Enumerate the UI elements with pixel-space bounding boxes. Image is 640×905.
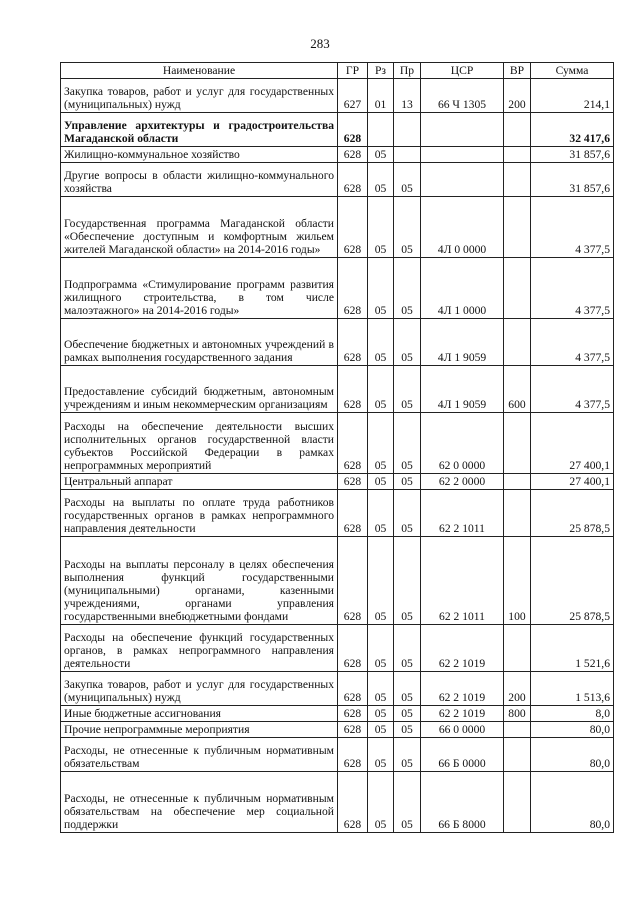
table-row xyxy=(61,258,614,319)
cell-name: Центральный аппарат xyxy=(61,474,338,490)
cell-rz: 01 xyxy=(368,79,394,113)
cell-name: Закупка товаров, работ и услуг для государственных (муниципальных) нужд xyxy=(61,79,338,113)
cell-sum: 80,0 xyxy=(531,772,614,833)
cell-vr: 200 xyxy=(504,672,531,706)
cell-vr xyxy=(504,772,531,833)
cell-pr: 05 xyxy=(394,163,421,197)
cell-pr: 05 xyxy=(394,772,421,833)
cell-name: Иные бюджетные ассигнования xyxy=(61,706,338,722)
table-row xyxy=(61,474,614,490)
table-row xyxy=(61,147,614,163)
cell-rz: 05 xyxy=(368,366,394,413)
cell-name: Расходы на обеспечение функций государственных органов, в рамках непрограммного направления деятельности xyxy=(61,625,338,672)
cell-sum: 31 857,6 xyxy=(531,147,614,163)
cell-pr: 05 xyxy=(394,474,421,490)
cell-vr xyxy=(504,113,531,147)
cell-name: Прочие непрограммные мероприятия xyxy=(61,722,338,738)
cell-vr: 800 xyxy=(504,706,531,722)
cell-csr: 62 2 1019 xyxy=(421,706,504,722)
cell-rz: 05 xyxy=(368,163,394,197)
cell-pr: 05 xyxy=(394,537,421,625)
cell-name: Расходы на выплаты по оплате труда работников государственных органов в рамках непрограммного направления деятельности xyxy=(61,490,338,537)
cell-sum: 214,1 xyxy=(531,79,614,113)
cell-rz: 05 xyxy=(368,319,394,366)
cell-csr: 66 Б 8000 xyxy=(421,772,504,833)
cell-vr xyxy=(504,197,531,258)
cell-csr xyxy=(421,113,504,147)
cell-csr: 62 2 1019 xyxy=(421,672,504,706)
cell-csr: 4Л 1 9059 xyxy=(421,366,504,413)
cell-rz: 05 xyxy=(368,672,394,706)
table-row xyxy=(61,319,614,366)
cell-rz: 05 xyxy=(368,258,394,319)
cell-sum: 27 400,1 xyxy=(531,413,614,474)
cell-sum: 4 377,5 xyxy=(531,319,614,366)
cell-rz: 05 xyxy=(368,772,394,833)
cell-sum: 32 417,6 xyxy=(531,113,614,147)
cell-gr: 628 xyxy=(338,163,368,197)
cell-rz: 05 xyxy=(368,625,394,672)
table-row xyxy=(61,490,614,537)
cell-vr xyxy=(504,625,531,672)
table-row xyxy=(61,772,614,833)
table-row xyxy=(61,366,614,413)
cell-pr: 05 xyxy=(394,625,421,672)
cell-sum: 25 878,5 xyxy=(531,537,614,625)
cell-name: Расходы, не отнесенные к публичным нормативным обязательствам на обеспечение мер социальной поддержки xyxy=(61,772,338,833)
cell-gr: 628 xyxy=(338,672,368,706)
header-name: Наименование xyxy=(61,63,338,79)
cell-csr: 66 Б 0000 xyxy=(421,738,504,772)
cell-pr: 05 xyxy=(394,706,421,722)
cell-sum: 80,0 xyxy=(531,738,614,772)
cell-pr: 05 xyxy=(394,722,421,738)
page-number: 283 xyxy=(310,36,330,51)
cell-rz: 05 xyxy=(368,722,394,738)
cell-gr: 628 xyxy=(338,706,368,722)
table-row xyxy=(61,197,614,258)
table-row xyxy=(61,163,614,197)
cell-gr: 627 xyxy=(338,79,368,113)
cell-vr xyxy=(504,163,531,197)
table-row xyxy=(61,738,614,772)
cell-pr: 13 xyxy=(394,79,421,113)
cell-csr: 66 Ч 1305 xyxy=(421,79,504,113)
cell-vr xyxy=(504,147,531,163)
cell-gr: 628 xyxy=(338,625,368,672)
cell-gr: 628 xyxy=(338,366,368,413)
budget-table xyxy=(60,62,614,833)
header-vr: ВР xyxy=(504,63,531,79)
cell-pr xyxy=(394,147,421,163)
cell-gr: 628 xyxy=(338,147,368,163)
table-header-row xyxy=(61,63,614,79)
table-row xyxy=(61,113,614,147)
cell-sum: 80,0 xyxy=(531,722,614,738)
cell-csr xyxy=(421,147,504,163)
cell-vr: 600 xyxy=(504,366,531,413)
cell-gr: 628 xyxy=(338,490,368,537)
header-rz: Рз xyxy=(368,63,394,79)
cell-csr: 62 2 1019 xyxy=(421,625,504,672)
header-csr: ЦСР xyxy=(421,63,504,79)
cell-rz: 05 xyxy=(368,197,394,258)
cell-rz: 05 xyxy=(368,706,394,722)
cell-name: Жилищно-коммунальное хозяйство xyxy=(61,147,338,163)
cell-name: Обеспечение бюджетных и автономных учреждений в рамках выполнения государственного задания xyxy=(61,319,338,366)
table-row xyxy=(61,413,614,474)
cell-name: Управление архитектуры и градостроительства Магаданской области xyxy=(61,113,338,147)
cell-name: Расходы на выплаты персоналу в целях обеспечения выполнения функций государственными (муниципальными) органами, казенными учреждениями, органами управления государственными внебюджетными фондами xyxy=(61,537,338,625)
cell-pr: 05 xyxy=(394,490,421,537)
header-pr: Пр xyxy=(394,63,421,79)
cell-pr xyxy=(394,113,421,147)
cell-rz: 05 xyxy=(368,537,394,625)
cell-vr xyxy=(504,474,531,490)
cell-pr: 05 xyxy=(394,672,421,706)
cell-gr: 628 xyxy=(338,738,368,772)
cell-vr: 100 xyxy=(504,537,531,625)
cell-csr: 62 2 1011 xyxy=(421,490,504,537)
cell-vr xyxy=(504,319,531,366)
cell-name: Подпрограмма «Стимулирование программ развития жилищного строительства, в том числе малоэтажного» на 2014-2016 годы» xyxy=(61,258,338,319)
header-gr: ГР xyxy=(338,63,368,79)
cell-pr: 05 xyxy=(394,258,421,319)
cell-rz xyxy=(368,113,394,147)
cell-csr: 4Л 1 9059 xyxy=(421,319,504,366)
cell-sum: 27 400,1 xyxy=(531,474,614,490)
cell-rz: 05 xyxy=(368,490,394,537)
cell-pr: 05 xyxy=(394,413,421,474)
table-body xyxy=(61,79,614,833)
cell-gr: 628 xyxy=(338,537,368,625)
cell-vr xyxy=(504,413,531,474)
cell-vr xyxy=(504,722,531,738)
cell-rz: 05 xyxy=(368,147,394,163)
cell-rz: 05 xyxy=(368,474,394,490)
cell-vr xyxy=(504,258,531,319)
cell-gr: 628 xyxy=(338,197,368,258)
cell-pr: 05 xyxy=(394,366,421,413)
cell-csr: 4Л 0 0000 xyxy=(421,197,504,258)
cell-csr xyxy=(421,163,504,197)
cell-sum: 8,0 xyxy=(531,706,614,722)
cell-csr: 62 2 0000 xyxy=(421,474,504,490)
cell-gr: 628 xyxy=(338,258,368,319)
cell-name: Закупка товаров, работ и услуг для государственных (муниципальных) нужд xyxy=(61,672,338,706)
table-row xyxy=(61,706,614,722)
cell-sum: 31 857,6 xyxy=(531,163,614,197)
table-row xyxy=(61,537,614,625)
cell-vr xyxy=(504,738,531,772)
cell-gr: 628 xyxy=(338,772,368,833)
cell-csr: 66 0 0000 xyxy=(421,722,504,738)
cell-gr: 628 xyxy=(338,319,368,366)
cell-gr: 628 xyxy=(338,474,368,490)
cell-name: Предоставление субсидий бюджетным, автономным учреждениям и иным некоммерческим организациям xyxy=(61,366,338,413)
cell-vr: 200 xyxy=(504,79,531,113)
cell-sum: 4 377,5 xyxy=(531,258,614,319)
cell-name: Расходы на обеспечение деятельности высших исполнительных органов государственной власти субъектов Российской Федерации в рамках непрограммных мероприятий xyxy=(61,413,338,474)
cell-rz: 05 xyxy=(368,413,394,474)
cell-sum: 4 377,5 xyxy=(531,197,614,258)
table-row xyxy=(61,672,614,706)
cell-rz: 05 xyxy=(368,738,394,772)
table-row xyxy=(61,625,614,672)
cell-vr xyxy=(504,490,531,537)
header-sum: Сумма xyxy=(531,63,614,79)
cell-sum: 4 377,5 xyxy=(531,366,614,413)
cell-name: Государственная программа Магаданской области «Обеспечение доступным и комфортным жильем жителей Магаданской области» на 2014-2016 годы» xyxy=(61,197,338,258)
cell-pr: 05 xyxy=(394,197,421,258)
table-row xyxy=(61,79,614,113)
table-row xyxy=(61,722,614,738)
cell-name: Расходы, не отнесенные к публичным нормативным обязательствам xyxy=(61,738,338,772)
cell-sum: 25 878,5 xyxy=(531,490,614,537)
cell-pr: 05 xyxy=(394,738,421,772)
cell-sum: 1 513,6 xyxy=(531,672,614,706)
cell-csr: 4Л 1 0000 xyxy=(421,258,504,319)
cell-gr: 628 xyxy=(338,413,368,474)
cell-gr: 628 xyxy=(338,113,368,147)
cell-pr: 05 xyxy=(394,319,421,366)
cell-name: Другие вопросы в области жилищно-коммунального хозяйства xyxy=(61,163,338,197)
cell-csr: 62 2 1011 xyxy=(421,537,504,625)
cell-gr: 628 xyxy=(338,722,368,738)
cell-sum: 1 521,6 xyxy=(531,625,614,672)
cell-csr: 62 0 0000 xyxy=(421,413,504,474)
